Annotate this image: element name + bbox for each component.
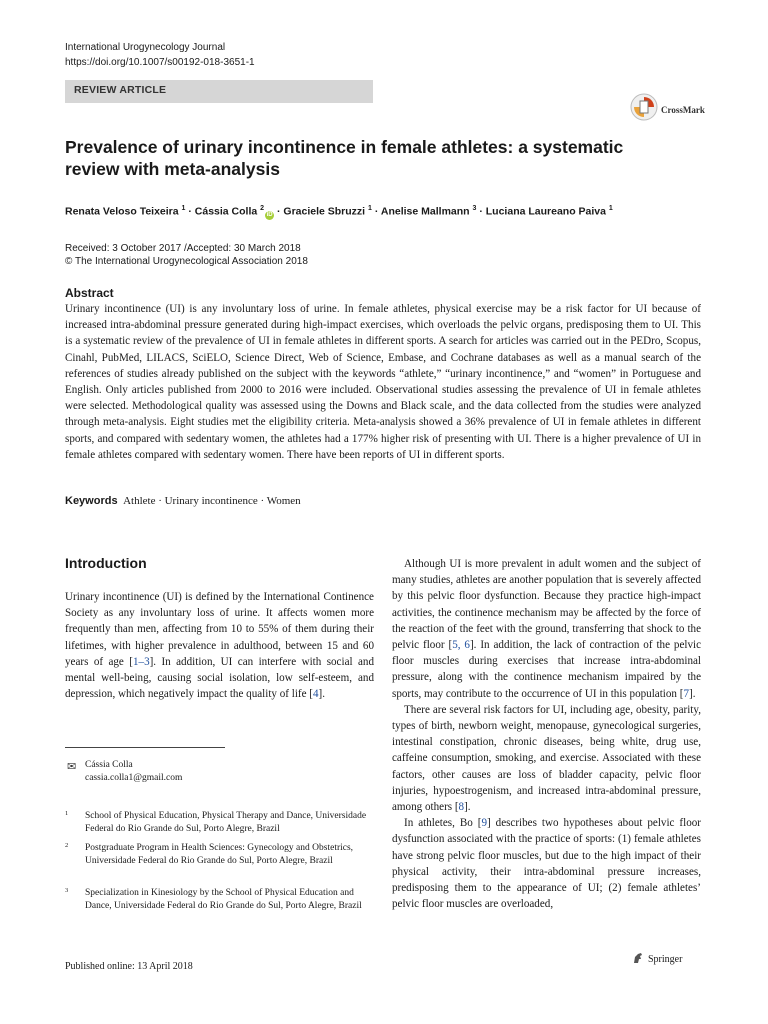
author-affiliation-marker: 1 xyxy=(181,205,186,212)
received-accepted-dates: Received: 3 October 2017 /Accepted: 30 March 2018 xyxy=(65,243,301,254)
publisher-name: Springer xyxy=(648,954,683,965)
affiliation-number: 3 xyxy=(65,887,69,894)
keywords-line xyxy=(65,495,301,507)
crossmark-icon xyxy=(630,93,658,126)
author-name[interactable]: Renata Veloso Teixeira xyxy=(65,205,179,218)
doi-link[interactable]: https://doi.org/10.1007/s00192-018-3651-1 xyxy=(65,57,255,68)
citation-link[interactable]: 9 xyxy=(481,817,487,830)
citation-link[interactable]: 8 xyxy=(458,801,465,814)
citation-link[interactable]: 7 xyxy=(683,687,689,700)
author-affiliation-marker: 1 xyxy=(368,205,372,212)
article-title: Prevalence of urinary incontinence in female athletes: a systematic review with meta-analysis xyxy=(65,137,624,179)
orcid-icon[interactable]: iD xyxy=(266,211,273,218)
crossmark-badge[interactable] xyxy=(630,93,705,126)
author-affiliation-marker: 2 xyxy=(260,205,265,212)
citation-link[interactable]: 4 xyxy=(313,688,319,701)
affiliation-text: Postgraduate Program in Health Sciences: Gynecology and Obstetrics, Universidade Federal do Rio Grande do Sul, Porto Alegre, Brazil xyxy=(85,843,354,866)
author-separator: · xyxy=(276,205,281,218)
author-affiliation-marker: 3 xyxy=(472,205,477,212)
paragraph: In athletes, Bo [9] describes two hypotheses about pelvic floor dysfunction associated with the practice of sports: (1) female athletes have strong pelvic floor muscles, but due to the high impact of their physical activity, their intra-abdominal pressure increases, predisposing them to the appearance of UI; (2) female athletes’ pelvic floor muscles are overloaded, xyxy=(392,817,701,911)
affiliation-text: School of Physical Education, Physical Therapy and Dance, Universidade Federal do Rio Grande do Sul, Porto Alegre, Brazil xyxy=(85,811,367,834)
affiliation-number: 1 xyxy=(65,810,69,817)
body-column-left xyxy=(65,589,374,702)
introduction-heading: Introduction xyxy=(65,555,147,571)
article-type-banner xyxy=(65,80,373,103)
corresponding-author-name: Cássia Colla xyxy=(85,760,133,770)
article-type-label: REVIEW ARTICLE xyxy=(74,84,167,96)
publisher-logo xyxy=(631,951,682,968)
copyright-notice: © The International Urogynecological Association 2018 xyxy=(65,256,308,267)
author-affiliation-marker: 1 xyxy=(608,205,613,212)
keywords-list: Athlete · Urinary incontinence · Women xyxy=(123,495,301,507)
author-name[interactable]: Luciana Laureano Paiva xyxy=(485,205,606,218)
citation-link[interactable]: 1–3 xyxy=(132,655,150,668)
crossmark-label: CrossMark xyxy=(661,104,705,115)
author-name[interactable]: Cássia Colla xyxy=(194,205,258,218)
affiliation-number: 2 xyxy=(65,842,69,849)
citation-link[interactable]: 5, 6 xyxy=(452,639,470,652)
author-separator: · xyxy=(479,205,483,218)
body-column-right xyxy=(392,556,701,912)
author-name[interactable]: Graciele Sbruzzi xyxy=(283,205,366,218)
keywords-label: Keywords xyxy=(65,495,118,507)
author-separator: · xyxy=(374,205,379,218)
published-online-date: Published online: 13 April 2018 xyxy=(65,961,193,972)
corresponding-author-email[interactable]: cassia.colla1@gmail.com xyxy=(85,773,183,783)
author-list xyxy=(65,205,613,220)
footnote-divider xyxy=(65,747,225,748)
journal-name: International Urogynecology Journal xyxy=(65,42,226,53)
author-name[interactable]: Anelise Mallmann xyxy=(380,205,470,218)
springer-horse-icon xyxy=(631,951,645,968)
author-separator: · xyxy=(188,205,192,218)
paragraph: Urinary incontinence (UI) is defined by the International Continence Society as any involuntary loss of urine. It affects women more frequently than men, affecting from 10 to 55% of them during their lifetimes, with higher prevalence in adulthood, between 15 and 60 years of age [1–3]. In addition, UI can interfere with social and mental well-being, causing social isolation, low self-esteem, and depression, which negatively impact the quality of life [4]. xyxy=(65,591,375,701)
envelope-icon: ✉ xyxy=(67,761,77,773)
paragraph: Although UI is more prevalent in adult women and the subject of many studies, athletes are another population that is severely affected by this pelvic floor dysfunction. Because they practice high-impact activities, the continence mechanism may be affected by the force of the reaction of the feet with the ground, transferring that shock to the pelvic floor [5, 6]. In addition, the lack of contraction of the pelvic floor muscles during exercises that increase intra-abdominal pressure, along with the continence mechanism impaired by the sports, may contribute to the occurrence of UI in this population [7]. xyxy=(392,558,702,700)
affiliation-text: Specialization in Kinesiology by the School of Physical Education and Dance, Universidade Federal do Rio Grande do Sul, Porto Alegre, Brazil xyxy=(85,888,362,911)
abstract-text: Urinary incontinence (UI) is any involuntary loss of urine. In female athletes, physical exercise may be a risk factor for UI because of increased intra-abdominal pressure generated during high-impact exercises, which overloads the pelvic organs, predisposing them to UI. This is a systematic review of the prevalence of UI in female athletes in different sports. A search for articles was carried out in the PEDro, Scopus, Cinahl, PubMed, LILACS, SciELO, Science Direct, Web of Science, Embase, and Cochrane databases as well as a manual search of the references of studies already published on the subject with the keywords “athlete,” “urinary incontinence,” and “women” in Portuguese and English. Only articles published from 2000 to 2016 were included. Observational studies assessing the prevalence of UI in female athletes were selected. Methodological quality was assessed using the Downs and Black scale, and the data collected from the studies were analyzed through meta-analysis. Eight studies met the eligibility criteria. Meta-analysis showed a 36% prevalence of UI in female athletes in different sports, and compared with sedentary women, the athletes had a 177% higher risk of presenting with UI. There is a higher prevalence of UI in female athletes compared with sedentary women. There have been reports of UI in different sports. xyxy=(65,303,701,461)
paragraph: There are several risk factors for UI, including age, obesity, parity, types of birth, newborn weight, menopause, gynecological surgeries, intestinal constipation, chronic diseases, being white, drug use, caffeine consumption, smoking, and exercise. Associated with these factors, other causes are loss of bladder capacity, pelvic floor injuries, hypoestrogenism, and increased intra-abdominal pressure, among others [8]. xyxy=(392,703,701,814)
abstract-heading: Abstract xyxy=(65,286,114,300)
